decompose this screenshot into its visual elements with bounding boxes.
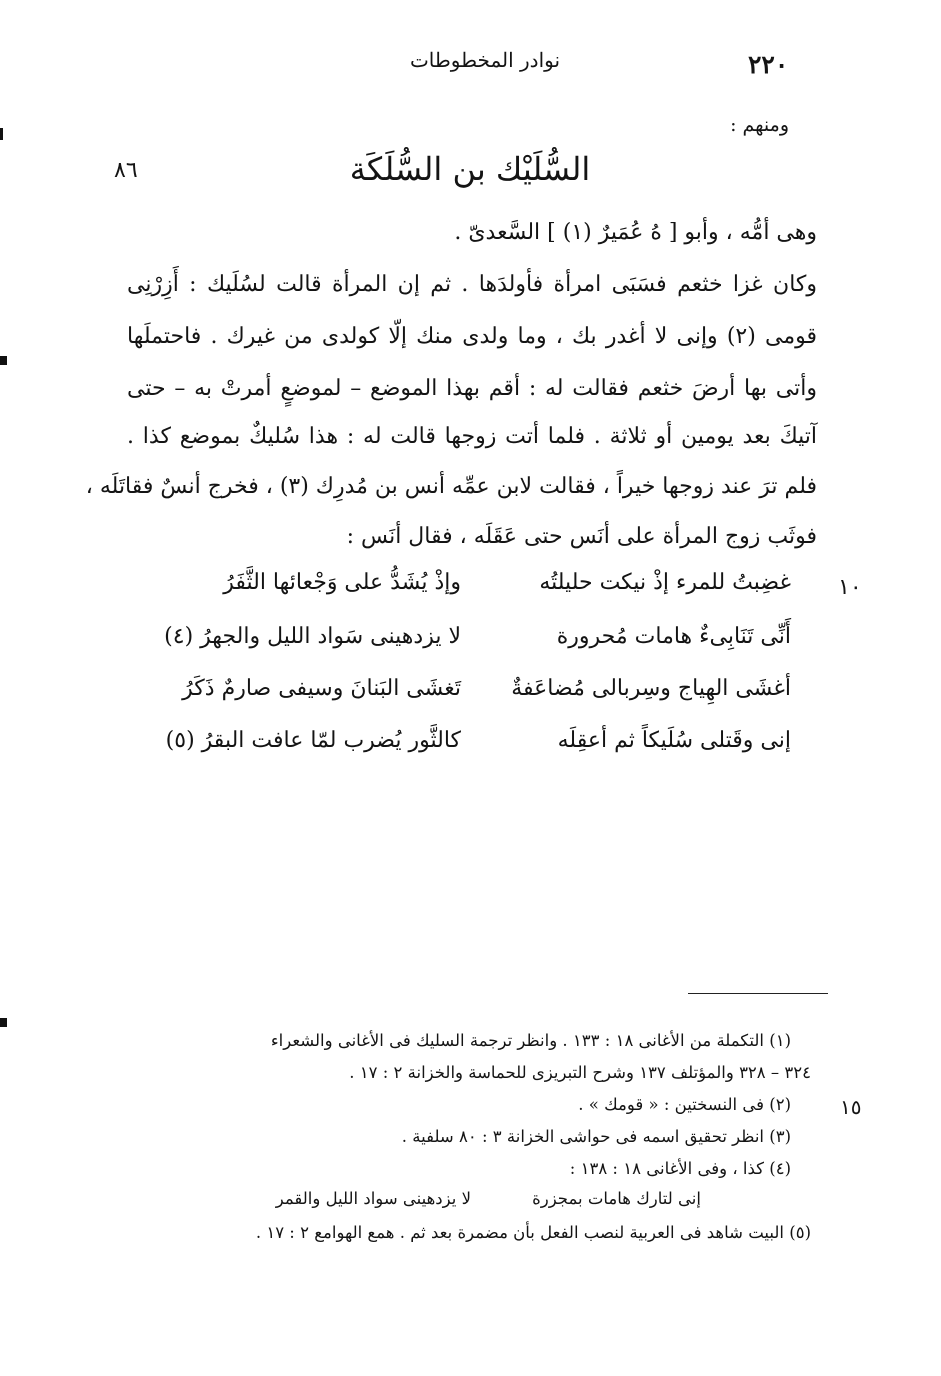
prose-line-4: وأتى بها أرضَ خثعم فقالت له : أقم بهذا الموضع – لموضعٍ أمرتْ به – حتى bbox=[127, 376, 817, 401]
running-head: نوادر المخطوطات bbox=[409, 48, 561, 72]
footnote-line-5: (٤) كذا ، وفى الأغانى ١٨ : ١٣٨ : bbox=[569, 1159, 791, 1178]
verse-hemistich-second: لا يزدهينى سَواد الليل والجهرُ (٤) bbox=[164, 624, 461, 649]
verse-hemistich-second: كالثَّور يُضرب لمّا عافت البقرُ (٥) bbox=[165, 728, 461, 753]
verse-line-1 bbox=[151, 570, 791, 606]
scan-edge-mark bbox=[0, 1018, 7, 1027]
verse-hemistich-second: وإذْ يُشَدُّ على وَجْعائها الثَّفَرُ bbox=[223, 570, 461, 595]
verse-hemistich-second: تَغشَى البَنانَ وسيفى صارمٌ ذَكَرُ bbox=[182, 676, 461, 701]
prose-line-5: آتيكَ بعد يومين أو ثلاثة . فلما أتت زوجها قالت له : هذا سُليكٌ بموضع كذا . bbox=[127, 424, 817, 449]
verse-line-3 bbox=[151, 676, 791, 712]
scan-edge-mark bbox=[0, 356, 7, 365]
footnote-line-1: (١) التكملة من الأغانى ١٨ : ١٣٣ . وانظر ترجمة السليك فى الأغانى والشعراء bbox=[270, 1031, 791, 1050]
verse-hemistich-first: غضِبتُ للمرء إذْ نيكت حليلتُه bbox=[539, 570, 791, 595]
verse-hemistich-first: أَنِّى تَنَابِىءٌ هامات مُحرورة bbox=[556, 624, 791, 649]
footnote-line-3: (٢) فى النسختين : « قومك » . bbox=[578, 1095, 791, 1114]
margin-number-verse: ١٠ bbox=[838, 575, 862, 600]
footnote-line-2: ٣٢٤ – ٣٢٨ والمؤتلف ١٣٧ وشرح التبريزى للحماسة والخزانة ٢ : ١٧ . bbox=[349, 1063, 811, 1082]
footnote-line-6: (٥) البيت شاهد فى العربية لنصب الفعل بأن مضمرة بعد ثم . همع الهوامع ٢ : ١٧ . bbox=[255, 1223, 811, 1242]
verse-hemistich-first: إنى وقَتلى سُلَيكاً ثم أعقِلَه bbox=[557, 728, 791, 753]
scan-edge-mark bbox=[0, 128, 3, 140]
margin-number-entry: ٨٦ bbox=[114, 158, 138, 183]
margin-number-footnotes: ١٥ bbox=[840, 1095, 862, 1119]
entry-title: السُّلَيْك بن السُّلَكَة bbox=[349, 150, 591, 188]
verse-line-2 bbox=[151, 624, 791, 660]
footnote-verse-second: لا يزدهينى سواد الليل والقمر bbox=[275, 1189, 471, 1208]
intro-word: ومنهم : bbox=[730, 114, 789, 136]
prose-line-1: وهى أمُّه ، وأبو [ هُ عُمَيرٌ (١) ] السَّعدىّ . bbox=[454, 220, 817, 245]
prose-line-6: فلم ترَ عند زوجها خيراً ، فقالت لابن عمِّه أنس بن مُدرِك (٣) ، فخرج أنسٌ فقاتَلَه ، bbox=[85, 474, 817, 499]
footnote-divider bbox=[688, 993, 828, 994]
verse-hemistich-first: أغشَى الهِياج وسِربالى مُضاعَفةٌ bbox=[511, 676, 791, 701]
footnote-line-4: (٣) انظر تحقيق اسمه فى حواشى الخزانة ٣ : ٨٠ سلفية . bbox=[401, 1127, 791, 1146]
prose-line-2: وكان غزا خثعم فسَبَى امرأة فأولدَها . ثم إن المرأة قالت لسُلَيك : أَزِرْنِى bbox=[127, 272, 817, 297]
verse-line-4 bbox=[151, 728, 791, 764]
prose-line-3: قومى (٢) وإنى لا أغدر بك ، وما ولدى منك إلّا كولدى من غيرك . فاحتملَها bbox=[127, 324, 817, 349]
prose-line-7: فوثَب زوج المرأة على أنَس حتى عَقَلَه ، فقال أنَس : bbox=[346, 524, 817, 549]
footnote-verse-first: إنى لتارك هامات بمجزرة bbox=[532, 1189, 701, 1208]
page-number: ٢٢٠ bbox=[748, 50, 789, 79]
